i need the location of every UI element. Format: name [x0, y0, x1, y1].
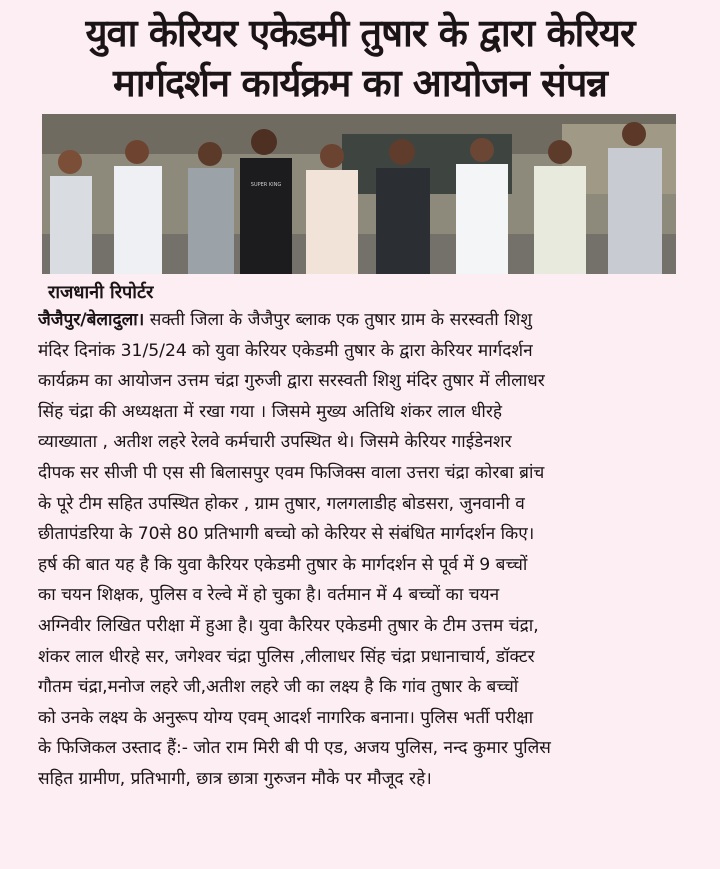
- article-line: कार्यक्रम का आयोजन उत्तम चंद्रा गुरुजी द्वारा सरस्वती शिशु मंदिर तुषार में लीलाधर: [38, 371, 545, 392]
- article-line-1-rest: सक्ती जिला के जैजैपुर ब्लाक एक तुषार ग्राम के सरस्वती शिशु: [144, 310, 533, 330]
- tshirt-text: SUPER KING: [250, 182, 282, 188]
- article-line: दीपक सर सीजी पी एस सी बिलासपुर एवम फिजिक्स वाला उत्तरा चंद्रा कोरबा ब्रांच: [38, 462, 545, 483]
- headline: [0, 8, 720, 108]
- article-line: [38, 305, 678, 336]
- dateline: जैजैपुर/बेलादुला।: [38, 310, 145, 330]
- article-line: के पूरे टीम सहित उपस्थित होकर , ग्राम तुषार, गलगलाडीह बोडसरा, जुनवानी व: [38, 493, 525, 514]
- article-line: गौतम चंद्रा,मनोज लहरे जी,अतीश लहरे जी का लक्ष्य है कि गांव तुषार के बच्चों: [38, 677, 519, 698]
- article-line: छीतापंडरिया के 70से 80 प्रतिभागी बच्चो को केरियर से संबंधित मार्गदर्शन किए।: [38, 524, 535, 545]
- group-photo: [42, 114, 676, 274]
- article-line: हर्ष की बात यह है कि युवा कैरियर एकेडमी तुषार के मार्गदर्शन से पूर्व में 9 बच्चों: [38, 554, 528, 575]
- article-body: [38, 305, 678, 795]
- article-line: के फिजिकल उस्ताद हैं:- जोत राम मिरी बी पी एड, अजय पुलिस, नन्द कुमार पुलिस: [38, 738, 551, 759]
- article-line: सिंह चंद्रा की अध्यक्षता में रखा गया । जिसमे मुख्य अतिथि शंकर लाल धीरहे: [38, 401, 503, 422]
- article-line: शंकर लाल धीरहे सर, जगेश्वर चंद्रा पुलिस ,लीलाधर सिंह चंद्रा प्रधानाचार्य, डॉक्टर: [38, 646, 535, 667]
- article-line: का चयन शिक्षक, पुलिस व रेल्वे में हो चुका है। वर्तमान में 4 बच्चों का चयन: [38, 585, 500, 606]
- article-line: मंदिर दिनांक 31/5/24 को युवा केरियर एकेडमी तुषार के द्वारा केरियर मार्गदर्शन: [38, 340, 533, 361]
- group-photo-illustration: [42, 114, 676, 274]
- byline: राजधानी रिपोर्टर: [48, 282, 154, 303]
- article-line: अग्निवीर लिखित परीक्षा में हुआ है। युवा कैरियर एकेडमी तुषार के टीम उत्तम चंद्रा,: [38, 615, 539, 636]
- article-line: व्याख्याता , अतीश लहरे रेलवे कर्मचारी उपस्थित थे। जिसमे केरियर गाईडेनशर: [38, 432, 512, 453]
- article-line: को उनके लक्ष्य के अनुरूप योग्य एवम् आदर्श नागरिक बनाना। पुलिस भर्ती परीक्षा: [38, 707, 534, 728]
- headline-line-1: युवा केरियर एकेडमी तुषार के द्वारा केरियर: [85, 11, 635, 55]
- article-line: सहित ग्रामीण, प्रतिभागी, छात्र छात्रा गुरुजन मौके पर मौजूद रहे।: [38, 768, 432, 789]
- headline-line-2: मार्गदर्शन कार्यक्रम का आयोजन संपन्न: [113, 61, 607, 105]
